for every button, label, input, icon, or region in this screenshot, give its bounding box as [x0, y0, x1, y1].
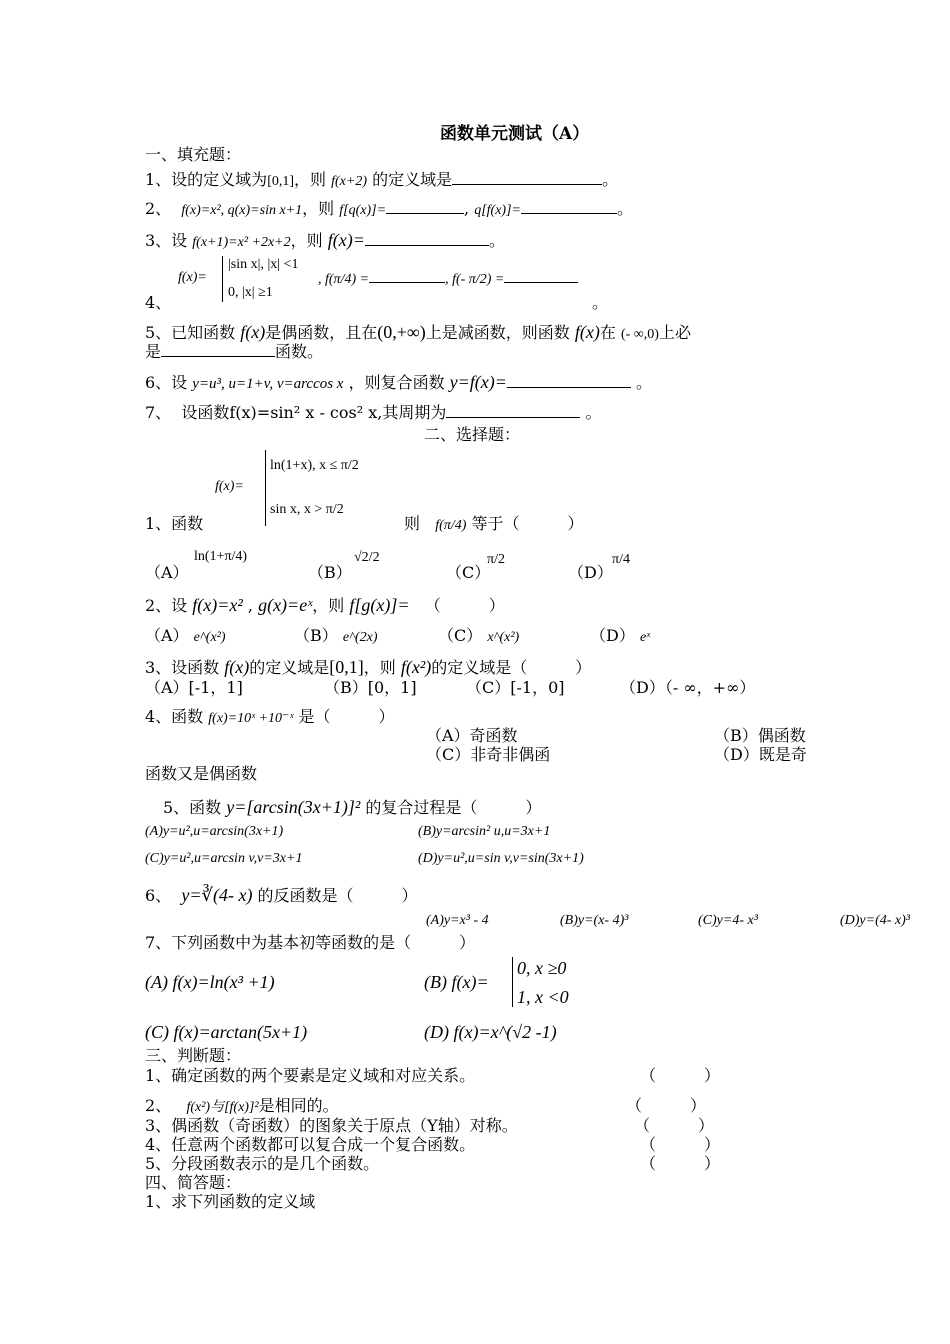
judge-q2: 2、 f(x²)与[f(x)]²是相同的。 [145, 1096, 339, 1115]
piecewise-brace [265, 450, 266, 526]
choice-q1-stem: 则 f(π/4) 等于（ ） [404, 514, 584, 533]
choice-q3-option-c[interactable]: （C）[-1，0] [466, 678, 565, 697]
choice-q4: 4、函数 f(x)=10ˣ +10⁻ˣ 是（ ） [145, 707, 395, 726]
choice-q6-option-b[interactable]: (B)y=(x- 4)³ [560, 913, 629, 928]
choice-q5: 5、函数 y=[arcsin(3x+1)]² 的复合过程是（ ） [163, 797, 542, 817]
choice-q1-option-a-value: ln(1+π/4) [194, 549, 248, 564]
fill-q5: 5、已知函数 f(x)是偶函数，且在(0,+∞)上是减函数，则函数 f(x)在 (- ∞,0)上必 [145, 322, 691, 342]
fill-q4-case1: |sin x|, |x| <1 [228, 257, 299, 272]
fill-q4-num: 4、 [145, 293, 172, 312]
choice-q5-option-d[interactable]: (D)y=u²,u=sin v,v=sin(3x+1) [418, 851, 584, 866]
answer-blank[interactable] [507, 373, 631, 388]
choice-q1-option-a[interactable]: （A） [145, 563, 189, 582]
judge-q4: 4、任意两个函数都可以复合成一个复合函数。 [145, 1135, 476, 1154]
choice-q6: 6、 y=∛(4- x) 的反函数是（ ） [145, 885, 418, 905]
section-heading-judge: 三、判断题： [145, 1046, 242, 1065]
choice-q4-option-b[interactable]: （B）偶函数 [714, 726, 806, 745]
choice-q1-case2: sin x, x > π/2 [270, 502, 344, 517]
fill-q4-case2: 0, |x| ≥1 [228, 285, 273, 300]
piecewise-brace [512, 957, 513, 1007]
choice-q1-option-b[interactable]: （B） [308, 563, 352, 582]
short-q1: 1、求下列函数的定义域 [145, 1192, 316, 1211]
judge-q4-answer[interactable]: （ ） [640, 1135, 721, 1154]
choice-q2-option-d[interactable]: （D） eˣ [590, 626, 651, 645]
judge-q1: 1、确定函数的两个要素是定义域和对应关系。 [145, 1066, 476, 1085]
section-heading-short: 四、简答题： [145, 1173, 242, 1192]
choice-q6-option-c[interactable]: (C)y=4- x³ [698, 913, 758, 928]
fill-q4-values: , f(π/4) = , f(- π/2) = [318, 268, 578, 290]
judge-q3-answer[interactable]: （ ） [634, 1116, 715, 1135]
choice-q6-option-d[interactable]: (D)y=(4- x)³ [840, 913, 910, 928]
choice-q6-option-a[interactable]: (A)y=x³ - 4 [426, 913, 489, 928]
choice-q3: 3、设函数 f(x)的定义域是[0,1]，则 f(x²)的定义域是（ ） [145, 657, 592, 677]
section-heading-fill: 一、填充题： [145, 145, 242, 164]
choice-q1-case1: ln(1+x), x ≤ π/2 [270, 458, 359, 473]
choice-q7-option-c[interactable]: (C) f(x)=arctan(5x+1) [145, 1022, 308, 1042]
choice-q7: 7、下列函数中为基本初等函数的是（ ） [145, 933, 476, 952]
piecewise-brace [222, 256, 223, 302]
choice-q4-option-a[interactable]: （A）奇函数 [426, 726, 518, 745]
judge-q1-answer[interactable]: （ ） [640, 1066, 721, 1085]
fill-q4-end: 。 [592, 293, 609, 312]
choice-q5-option-c[interactable]: (C)y=u²,u=arcsin v,v=3x+1 [145, 851, 303, 866]
choice-q4-option-d[interactable]: （D）既是奇 [714, 745, 807, 764]
judge-q2-answer[interactable]: （ ） [626, 1096, 707, 1115]
fill-q3: 3、设 f(x+1)=x² +2x+2，则 f(x)= 。 [145, 230, 505, 250]
choice-q2-option-a[interactable]: （A） e^(x²) [145, 626, 226, 645]
choice-q7-option-a[interactable]: (A) f(x)=ln(x³ +1) [145, 972, 275, 992]
choice-q1-option-d-value: π/4 [612, 552, 630, 567]
choice-q3-option-d[interactable]: （D）（- ∞，+∞） [620, 678, 756, 697]
choice-q1-num: 1、函数 [145, 514, 204, 533]
page-title: 函数单元测试（A） [440, 124, 590, 144]
choice-q7-option-d[interactable]: (D) f(x)=x^(√2 -1) [424, 1022, 557, 1042]
choice-q7-option-b-case1: 0, x ≥0 [517, 958, 567, 978]
choice-q7-option-b[interactable]: (B) f(x)= [424, 972, 489, 992]
fill-q1: 1、设的定义域为[0,1]，则 f(x+2) 的定义域是 。 [145, 170, 619, 189]
fill-q7: 7、 设函数f(x)=sin² x - cos² x,其周期为 。 [145, 403, 602, 422]
choice-q4-continuation: 函数又是偶函数 [145, 764, 258, 783]
answer-blank[interactable] [504, 268, 578, 283]
choice-q5-option-a[interactable]: (A)y=u²,u=arcsin(3x+1) [145, 824, 284, 839]
judge-q3: 3、偶函数（奇函数）的图象关于原点（Y轴）对称。 [145, 1116, 518, 1135]
choice-q3-option-b[interactable]: （B）[0，1] [324, 678, 417, 697]
choice-q1-option-b-value: √2/2 [354, 550, 380, 565]
choice-q1-option-d[interactable]: （D） [568, 563, 613, 582]
choice-q7-option-b-case2: 1, x <0 [517, 987, 569, 1007]
choice-q2-option-b[interactable]: （B） e^(2x) [294, 626, 378, 645]
choice-q2: 2、设 f(x)=x² , g(x)=eˣ，则 f[g(x)]= （ ） [145, 595, 505, 615]
answer-blank[interactable] [161, 342, 275, 357]
answer-blank[interactable] [446, 403, 580, 418]
section-heading-choice: 二、选择题： [424, 425, 521, 444]
judge-q5-answer[interactable]: （ ） [640, 1154, 721, 1173]
fill-q2: 2、 f(x)=x², q(x)=sin x+1，则 f[q(x)]= , q[f(x)]= 。 [145, 199, 634, 218]
fill-q5-line2: 是 函数。 [145, 342, 324, 361]
choice-q2-option-c[interactable]: （C） x^(x²) [438, 626, 520, 645]
choice-q1-option-c-value: π/2 [487, 552, 505, 567]
fill-q4-fx: f(x)= [178, 270, 207, 285]
answer-blank[interactable] [369, 268, 445, 283]
choice-q3-option-a[interactable]: （A）[-1，1] [145, 678, 243, 697]
answer-blank[interactable] [452, 170, 602, 185]
choice-q5-option-b[interactable]: (B)y=arcsin² u,u=3x+1 [418, 824, 551, 839]
answer-blank[interactable] [365, 231, 489, 246]
judge-q5: 5、分段函数表示的是几个函数。 [145, 1154, 380, 1173]
choice-q1-fx: f(x)= [215, 479, 244, 494]
fill-q6: 6、设 y=u³, u=1+v, v=arccos x ，则复合函数 y=f(x)= 。 [145, 372, 653, 392]
answer-blank[interactable] [521, 199, 617, 214]
answer-blank[interactable] [386, 199, 464, 214]
choice-q4-option-c[interactable]: （C）非奇非偶函 [426, 745, 551, 764]
choice-q1-option-c[interactable]: （C） [446, 563, 491, 582]
